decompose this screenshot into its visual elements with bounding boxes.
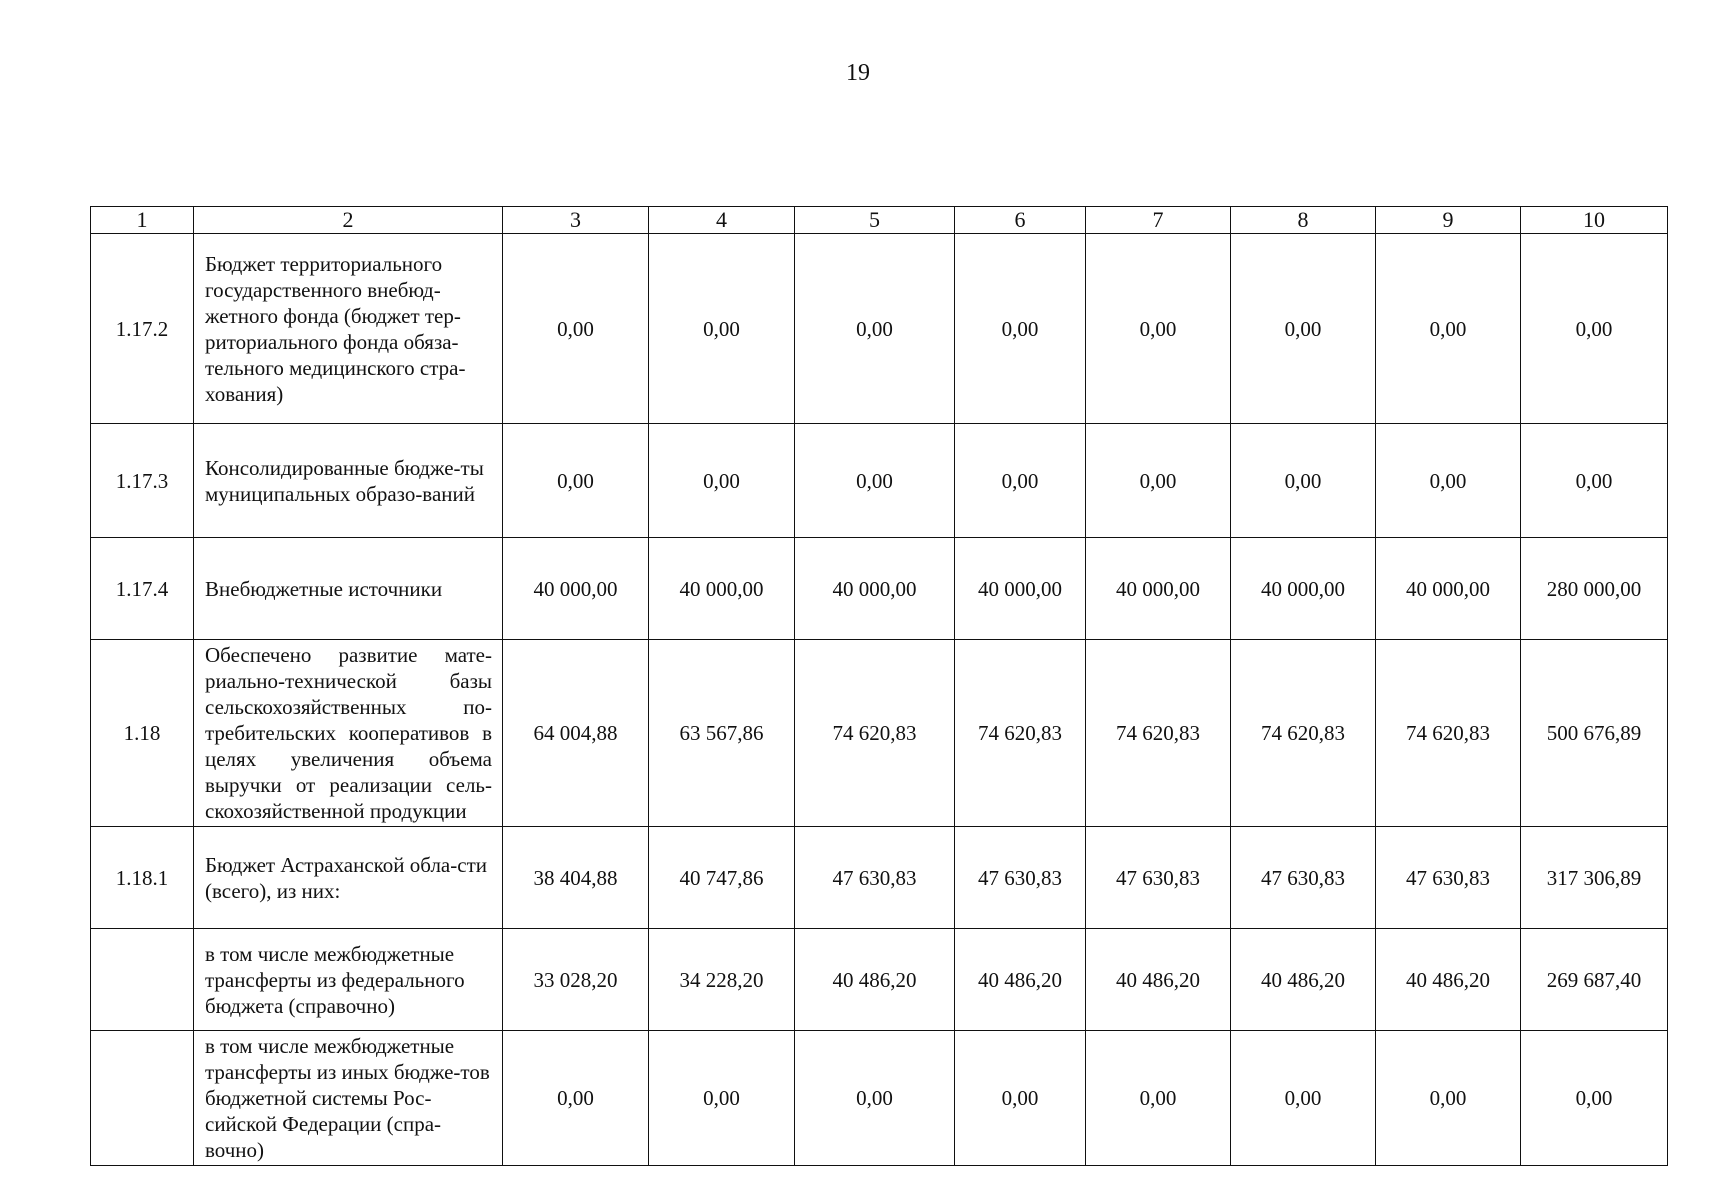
value-cell: 0,00: [1521, 424, 1668, 538]
value-cell: 0,00: [649, 234, 795, 424]
value-cell: 40 486,20: [955, 929, 1086, 1031]
value-cell: 0,00: [503, 234, 649, 424]
table-row: [91, 1031, 1668, 1166]
value-cell: 0,00: [795, 424, 955, 538]
value-cell: 317 306,89: [1521, 827, 1668, 929]
value-cell: 0,00: [955, 424, 1086, 538]
value-cell: 0,00: [1376, 1031, 1521, 1166]
value-cell: 47 630,83: [1376, 827, 1521, 929]
value-cell: 74 620,83: [1231, 640, 1376, 827]
value-cell: 0,00: [1231, 424, 1376, 538]
value-cell: 47 630,83: [1231, 827, 1376, 929]
value-cell: 40 000,00: [1086, 538, 1231, 640]
value-cell: 47 630,83: [955, 827, 1086, 929]
value-cell: 40 486,20: [1086, 929, 1231, 1031]
row-code: [91, 929, 194, 1031]
column-number: 6: [955, 207, 1086, 234]
row-code: 1.18.1: [91, 827, 194, 929]
row-code: 1.18: [91, 640, 194, 827]
value-cell: 74 620,83: [955, 640, 1086, 827]
value-cell: 0,00: [649, 424, 795, 538]
column-number: 9: [1376, 207, 1521, 234]
row-description: в том числе межбюджетные трансферты из иных бюдже-тов бюджетной системы Рос-сийской Федерации (спра-вочно): [194, 1031, 503, 1166]
value-cell: 0,00: [1521, 1031, 1668, 1166]
row-description: Обеспечено развитие мате-риально-технической базы сельскохозяйственных по-требительских кооперативов в целях увеличения объема выручки от реализации сель-скохозяйственной продукции: [194, 640, 503, 827]
budget-table: [90, 206, 1668, 1166]
value-cell: 0,00: [795, 1031, 955, 1166]
value-cell: 500 676,89: [1521, 640, 1668, 827]
table-header-row: [91, 207, 1668, 234]
table-row: [91, 827, 1668, 929]
value-cell: 0,00: [795, 234, 955, 424]
value-cell: 0,00: [1231, 234, 1376, 424]
table-row: [91, 538, 1668, 640]
value-cell: 0,00: [1376, 424, 1521, 538]
value-cell: 269 687,40: [1521, 929, 1668, 1031]
row-code: [91, 1031, 194, 1166]
value-cell: 0,00: [503, 424, 649, 538]
value-cell: 64 004,88: [503, 640, 649, 827]
value-cell: 0,00: [1521, 234, 1668, 424]
column-number: 3: [503, 207, 649, 234]
value-cell: 0,00: [1086, 1031, 1231, 1166]
row-description: Внебюджетные источники: [194, 538, 503, 640]
column-number: 2: [194, 207, 503, 234]
value-cell: 0,00: [503, 1031, 649, 1166]
value-cell: 74 620,83: [1086, 640, 1231, 827]
value-cell: 0,00: [955, 234, 1086, 424]
table-row: [91, 234, 1668, 424]
row-code: 1.17.3: [91, 424, 194, 538]
column-number: 8: [1231, 207, 1376, 234]
value-cell: 40 000,00: [1376, 538, 1521, 640]
table-row: [91, 424, 1668, 538]
value-cell: 0,00: [1231, 1031, 1376, 1166]
table-row: [91, 929, 1668, 1031]
value-cell: 40 000,00: [1231, 538, 1376, 640]
row-code: 1.17.2: [91, 234, 194, 424]
value-cell: 40 486,20: [1231, 929, 1376, 1031]
value-cell: 40 486,20: [1376, 929, 1521, 1031]
value-cell: 40 486,20: [795, 929, 955, 1031]
value-cell: 40 000,00: [649, 538, 795, 640]
value-cell: 40 747,86: [649, 827, 795, 929]
row-code: 1.17.4: [91, 538, 194, 640]
value-cell: 280 000,00: [1521, 538, 1668, 640]
value-cell: 0,00: [1376, 234, 1521, 424]
value-cell: 47 630,83: [795, 827, 955, 929]
row-description: Бюджет Астраханской обла-сти (всего), из них:: [194, 827, 503, 929]
column-number: 4: [649, 207, 795, 234]
value-cell: 40 000,00: [503, 538, 649, 640]
value-cell: 40 000,00: [955, 538, 1086, 640]
value-cell: 74 620,83: [1376, 640, 1521, 827]
value-cell: 38 404,88: [503, 827, 649, 929]
value-cell: 74 620,83: [795, 640, 955, 827]
value-cell: 47 630,83: [1086, 827, 1231, 929]
page-number: 19: [846, 60, 870, 86]
column-number: 10: [1521, 207, 1668, 234]
row-description: в том числе межбюджетные трансферты из федерального бюджета (справочно): [194, 929, 503, 1031]
value-cell: 0,00: [1086, 424, 1231, 538]
column-number: 5: [795, 207, 955, 234]
value-cell: 40 000,00: [795, 538, 955, 640]
row-description: Консолидированные бюдже-ты муниципальных образо-ваний: [194, 424, 503, 538]
value-cell: 0,00: [955, 1031, 1086, 1166]
value-cell: 0,00: [649, 1031, 795, 1166]
table-row: [91, 640, 1668, 827]
value-cell: 63 567,86: [649, 640, 795, 827]
value-cell: 33 028,20: [503, 929, 649, 1031]
value-cell: 0,00: [1086, 234, 1231, 424]
column-number: 1: [91, 207, 194, 234]
value-cell: 34 228,20: [649, 929, 795, 1031]
row-description: Бюджет территориального государственного внебюд-жетного фонда (бюджет тер-риториального фонда обяза-тельного медицинского стра-хования): [194, 234, 503, 424]
column-number: 7: [1086, 207, 1231, 234]
